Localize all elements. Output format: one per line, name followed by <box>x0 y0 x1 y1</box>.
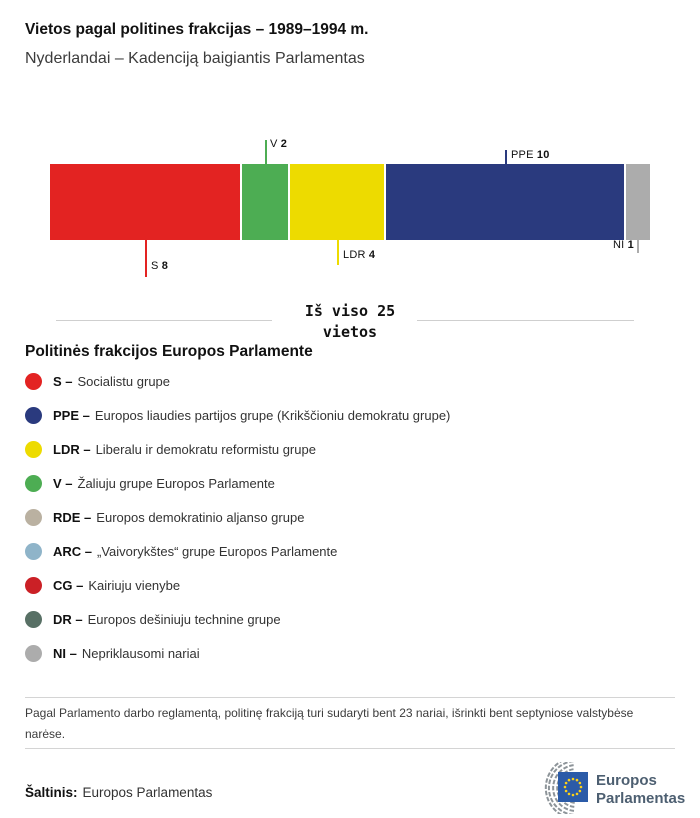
bar-label-v: V 2 <box>270 138 288 150</box>
legend-dot-icon <box>25 543 42 560</box>
bar-tick-ppe <box>505 150 507 164</box>
legend-abbr: CG – <box>53 577 84 593</box>
bar-tick-ldr <box>337 240 339 265</box>
legend-row-s <box>25 364 675 398</box>
bar-segment-ni <box>626 164 650 240</box>
legend-dot-icon <box>25 475 42 492</box>
total-divider-left <box>56 320 272 321</box>
logo-text-line1: Europos <box>596 772 657 789</box>
bar-segment-s <box>50 164 240 240</box>
legend-dot-icon <box>25 645 42 662</box>
bar-tick-ni <box>637 240 639 253</box>
footnote-divider-top <box>25 697 675 698</box>
legend-row-ppe <box>25 398 675 432</box>
legend-abbr: PPE – <box>53 407 90 423</box>
legend-row-arc <box>25 534 675 568</box>
total-seats-line1: Iš viso 25 <box>304 302 396 320</box>
eu-flag-icon <box>558 772 588 802</box>
legend-row-v <box>25 466 675 500</box>
bar-label-ldr: LDR 4 <box>343 249 376 261</box>
legend-row-dr <box>25 602 675 636</box>
legend-dot-icon <box>25 611 42 628</box>
legend-name: Žaliuju grupe Europos Parlamente <box>77 475 275 491</box>
legend-abbr: ARC – <box>53 543 93 559</box>
legend-abbr: LDR – <box>53 441 91 457</box>
logo-text-line2: Parlamentas <box>596 790 686 807</box>
european-parliament-logo <box>510 762 695 814</box>
total-seats-label <box>270 301 430 343</box>
legend-row-cg <box>25 568 675 602</box>
legend-dot-icon <box>25 373 42 390</box>
legend-name: Liberalu ir demokratu reformistu grupe <box>95 441 316 457</box>
page-title: Vietos pagal politines frakcijas – 1989–1994 m. <box>25 21 369 38</box>
source-line <box>25 785 212 800</box>
total-seats-line2: vietos <box>322 323 378 341</box>
footnote-divider-bottom <box>25 748 675 749</box>
legend-name: Europos dešiniuju technine grupe <box>87 611 281 627</box>
legend-abbr: NI – <box>53 645 77 661</box>
legend-name: Europos liaudies partijos grupe (Krikščioniu demokratu grupe) <box>94 407 451 423</box>
bar-segment-v <box>242 164 288 240</box>
footnote-text: Pagal Parlamento darbo reglamentą, politinę frakciją turi sudaryti bent 23 nariai, išrinkti bent septyniose valstybėse narėse. <box>25 706 634 741</box>
bar-segment-ldr <box>290 164 384 240</box>
legend-dot-icon <box>25 509 42 526</box>
legend-name: Socialistu grupe <box>77 373 171 389</box>
legend-name: „Vaivorykštes“ grupe Europos Parlamente <box>97 543 338 559</box>
legend-name: Nepriklausomi nariai <box>81 645 200 661</box>
legend-abbr: V – <box>53 475 73 491</box>
legend-name: Kairiuju vienybe <box>88 577 181 593</box>
bar-segment-ppe <box>386 164 624 240</box>
legend-row-ni <box>25 636 675 670</box>
legend-row-ldr <box>25 432 675 466</box>
total-divider-right <box>417 320 634 321</box>
bar-tick-s <box>145 240 147 277</box>
seat-bar-chart <box>50 136 650 286</box>
bar-label-s: S 8 <box>151 260 169 272</box>
bar-label-ni: NI 1 <box>613 239 634 251</box>
bar-label-ppe: PPE 10 <box>511 149 550 161</box>
legend-abbr: S – <box>53 373 73 389</box>
legend-name: Europos demokratinio aljanso grupe <box>96 509 305 525</box>
legend-heading: Politinės frakcijos Europos Parlamente <box>25 343 313 360</box>
source-label: Šaltinis: <box>25 785 78 800</box>
legend-abbr: RDE – <box>53 509 92 525</box>
source-value: Europos Parlamentas <box>82 785 213 800</box>
bar-tick-v <box>265 140 267 164</box>
page-subtitle: Nyderlandai – Kadenciją baigiantis Parlamentas <box>25 50 365 67</box>
legend-abbr: DR – <box>53 611 83 627</box>
legend <box>25 364 675 670</box>
legend-dot-icon <box>25 441 42 458</box>
legend-dot-icon <box>25 407 42 424</box>
legend-row-rde <box>25 500 675 534</box>
legend-dot-icon <box>25 577 42 594</box>
